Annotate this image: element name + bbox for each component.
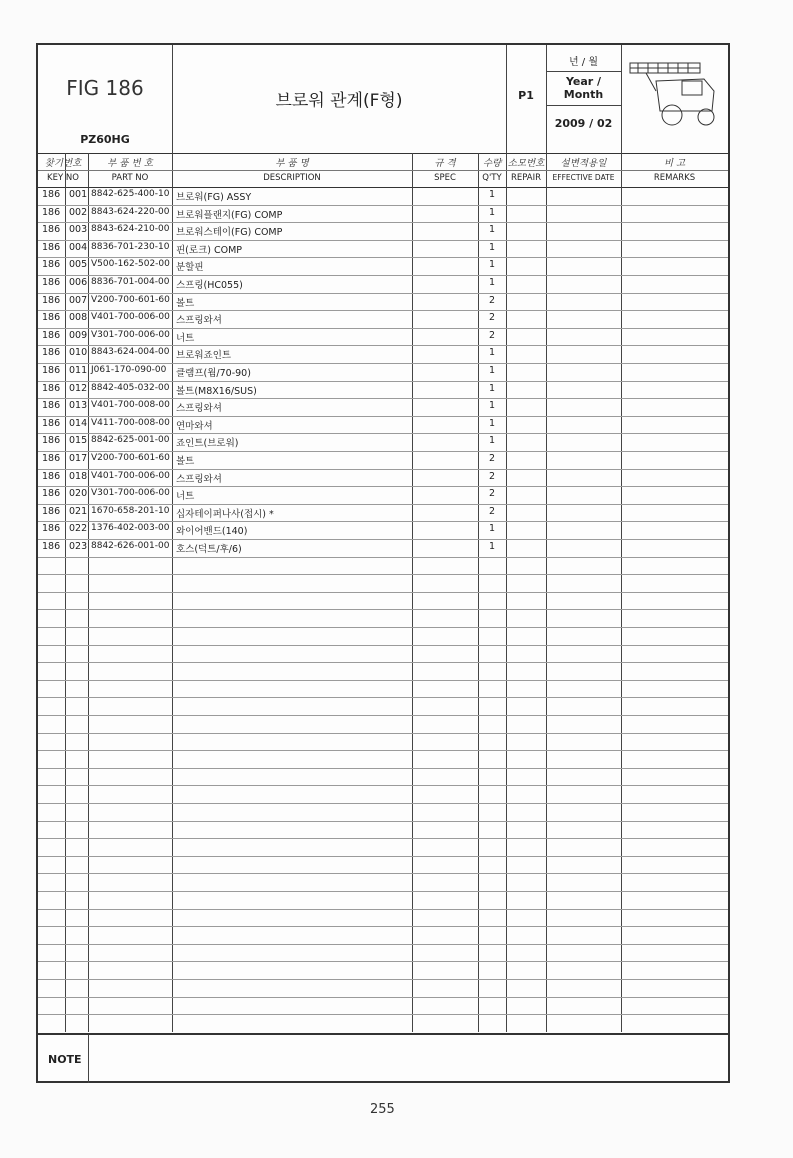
fig-no-cell: 186 (42, 259, 61, 271)
parts-list-sheet (36, 43, 730, 1083)
key-no-cell: 017 (69, 453, 88, 464)
description-cell: 죠인트(브로워) (176, 438, 239, 450)
fig-no-cell: 186 (42, 400, 61, 412)
fig-no-cell: 186 (42, 453, 61, 464)
part-no-cell: 8842-625-001-00 (91, 435, 170, 446)
quantity-cell: 2 (489, 294, 496, 306)
part-no-cell: 1376-402-003-00 (91, 523, 170, 534)
table-row (38, 205, 728, 224)
part-no-cell: V500-162-502-00 (91, 259, 170, 270)
table-row (38, 345, 728, 364)
desc-header-en: DESCRIPTION (263, 173, 321, 183)
quantity-cell: 1 (489, 541, 496, 552)
description-cell: 브로워스테이(FG) COMP (176, 227, 283, 239)
table-row (38, 222, 728, 241)
fig-no-cell: 186 (42, 206, 61, 218)
page-title: 브로워 관계(F형) (275, 90, 403, 111)
table-row (38, 469, 728, 488)
table-row (38, 187, 728, 206)
description-cell: 브로워죠인트 (176, 350, 232, 362)
quantity-cell: 1 (489, 400, 496, 412)
quantity-cell: 1 (489, 382, 496, 394)
table-row (38, 416, 728, 435)
repair-header-ko: 소모번호 (507, 158, 545, 169)
key-no-cell: 013 (69, 400, 88, 412)
remarks-header-en: REMARKS (653, 173, 696, 183)
fig-no-cell: 186 (42, 329, 61, 341)
table-row (38, 574, 728, 593)
table-row (38, 961, 728, 980)
table-row (38, 944, 728, 963)
table-row (38, 592, 728, 611)
table-row (38, 926, 728, 945)
description-cell: 너트 (176, 491, 195, 503)
description-cell: 호스(덕트/후/6) (176, 544, 242, 555)
parts-table-body (38, 187, 728, 1032)
key-header-ko: 찾기번호 (44, 158, 82, 169)
part-no-cell: V411-700-008-00 (91, 417, 170, 428)
part-no-cell: 8843-624-004-00 (91, 347, 170, 358)
key-no-cell: 002 (69, 206, 88, 218)
key-no-cell: 021 (69, 505, 88, 517)
quantity-cell: 1 (489, 206, 496, 218)
model-name: PZ60HG (80, 132, 130, 146)
table-row (38, 521, 728, 540)
key-no-cell: 015 (69, 435, 88, 447)
key-no-cell: 003 (69, 224, 88, 236)
quantity-cell: 1 (489, 365, 496, 376)
fig-no-cell: 186 (42, 241, 61, 253)
table-row (38, 909, 728, 928)
key-no-cell: 001 (69, 189, 88, 200)
table-row (38, 328, 728, 347)
table-row (38, 451, 728, 470)
quantity-cell: 1 (489, 259, 496, 271)
fig-no-cell: 186 (42, 417, 61, 429)
issue-date: 2009 / 02 (554, 116, 613, 130)
table-row (38, 697, 728, 716)
qty-header-en: Q'TY (482, 173, 502, 183)
page-code: P1 (518, 88, 534, 102)
key-header-en: KEY NO (47, 173, 79, 183)
part-no-cell: V301-700-006-00 (91, 488, 170, 499)
description-cell: 십자테이퍼나사(접시) * (176, 508, 274, 520)
table-row (38, 821, 728, 840)
quantity-cell: 2 (489, 488, 496, 500)
key-no-cell: 011 (69, 365, 88, 376)
quantity-cell: 1 (489, 417, 496, 429)
effective-header-en: EFFECTIVE DATE (552, 173, 615, 182)
fig-no-cell: 186 (42, 488, 61, 500)
quantity-cell: 1 (489, 523, 496, 535)
key-no-cell: 012 (69, 382, 88, 394)
part-no-cell: 8836-701-004-00 (91, 277, 170, 287)
part-no-cell: 8842-626-001-00 (91, 541, 170, 551)
fig-no-cell: 186 (42, 541, 61, 552)
table-row (38, 803, 728, 822)
fig-no-cell: 186 (42, 523, 61, 535)
key-no-cell: 004 (69, 241, 88, 253)
fig-no-cell: 186 (42, 382, 61, 394)
description-cell: 와이어밴드(140) (176, 526, 248, 538)
key-no-cell: 023 (69, 541, 88, 552)
table-row (38, 486, 728, 505)
key-no-cell: 008 (69, 312, 88, 324)
key-no-cell: 014 (69, 417, 88, 429)
page-number: 255 (370, 1102, 395, 1117)
table-row (38, 310, 728, 329)
part-no-cell: V401-700-006-00 (91, 470, 170, 481)
spec-header-ko: 규 격 (434, 158, 456, 169)
description-cell: 스프링와셔 (176, 315, 222, 327)
key-no-cell: 010 (69, 347, 88, 359)
part-no-cell: V301-700-006-00 (91, 329, 170, 340)
part-no-cell: 8842-405-032-00 (91, 382, 170, 393)
description-cell: 브로워(FG) ASSY (176, 192, 252, 203)
fig-number: FIG 186 (66, 76, 144, 100)
part-no-cell: J061-170-090-00 (91, 365, 167, 375)
desc-header-ko: 부 품 명 (275, 158, 309, 169)
table-row (38, 768, 728, 787)
fig-no-cell: 186 (42, 347, 61, 359)
key-no-cell: 005 (69, 259, 88, 271)
table-row (38, 750, 728, 769)
quantity-cell: 1 (489, 189, 496, 200)
table-row (38, 838, 728, 857)
table-row (38, 275, 728, 294)
key-no-cell: 007 (69, 294, 88, 306)
quantity-cell: 2 (489, 505, 496, 517)
year-month-en: Year / Month (563, 75, 604, 101)
description-cell: 볼트 (176, 297, 195, 309)
rice-transplanter-icon (626, 51, 722, 131)
table-row (38, 363, 728, 382)
quantity-cell: 2 (489, 329, 496, 341)
table-row (38, 873, 728, 892)
year-month-ko: 년 / 월 (568, 56, 599, 68)
effective-header-ko: 설변적용일 (560, 158, 607, 169)
table-row (38, 785, 728, 804)
part-header-ko: 부 품 번 호 (107, 158, 153, 169)
note-section (38, 1033, 728, 1083)
quantity-cell: 1 (489, 347, 496, 359)
qty-header-ko: 수량 (482, 158, 502, 169)
part-header-en: PART NO (111, 173, 149, 183)
quantity-cell: 1 (489, 241, 496, 253)
part-no-cell: V401-700-006-00 (91, 312, 170, 323)
table-row (38, 645, 728, 664)
fig-no-cell: 186 (42, 277, 61, 288)
fig-no-cell: 186 (42, 294, 61, 306)
table-row (38, 557, 728, 576)
description-cell: 스프링와셔 (176, 473, 222, 485)
fig-no-cell: 186 (42, 312, 61, 324)
fig-no-cell: 186 (42, 470, 61, 482)
description-cell: 너트 (176, 332, 195, 344)
fig-no-cell: 186 (42, 505, 61, 517)
spec-header-en: SPEC (434, 173, 456, 183)
description-cell: 분할핀 (176, 262, 204, 274)
fig-no-cell: 186 (42, 224, 61, 236)
fig-no-cell: 186 (42, 435, 61, 447)
part-no-cell: 8836-701-230-10 (91, 241, 170, 252)
table-row (38, 293, 728, 312)
description-cell: 볼트 (176, 456, 195, 467)
table-row (38, 504, 728, 523)
fig-no-cell: 186 (42, 189, 61, 200)
note-label: NOTE (48, 1053, 82, 1066)
table-row (38, 240, 728, 259)
table-row (38, 539, 728, 558)
table-row (38, 715, 728, 734)
table-row (38, 433, 728, 452)
description-cell: 핀(로크) COMP (176, 244, 242, 256)
table-row (38, 662, 728, 681)
fig-no-cell: 186 (42, 365, 61, 376)
quantity-cell: 1 (489, 224, 496, 236)
part-no-cell: 8843-624-220-00 (91, 206, 170, 217)
key-no-cell: 009 (69, 329, 88, 341)
part-no-cell: 8842-625-400-10 (91, 189, 170, 199)
table-row (38, 1014, 728, 1032)
table-row (38, 257, 728, 276)
table-row (38, 979, 728, 998)
key-no-cell: 018 (69, 470, 88, 482)
table-row (38, 680, 728, 699)
part-no-cell: 8843-624-210-00 (91, 224, 170, 235)
key-no-cell: 006 (69, 277, 88, 288)
description-cell: 연마와셔 (176, 420, 213, 432)
table-row (38, 891, 728, 910)
table-row (38, 398, 728, 417)
table-row (38, 609, 728, 628)
quantity-cell: 1 (489, 277, 496, 288)
quantity-cell: 1 (489, 435, 496, 447)
column-headers (38, 153, 728, 188)
part-no-cell: 1670-658-201-10 (91, 505, 170, 516)
description-cell: 스프링(HC055) (176, 280, 243, 291)
sheet-header (38, 45, 728, 154)
table-row (38, 381, 728, 400)
quantity-cell: 2 (489, 312, 496, 324)
quantity-cell: 2 (489, 453, 496, 464)
remarks-header-ko: 비 고 (663, 158, 686, 169)
description-cell: 클램프(웜/70-90) (176, 368, 251, 379)
part-no-cell: V200-700-601-60 (91, 294, 170, 305)
description-cell: 볼트(M8X16/SUS) (176, 385, 257, 397)
table-row (38, 997, 728, 1016)
repair-header-en: REPAIR (510, 173, 542, 183)
table-row (38, 627, 728, 646)
quantity-cell: 2 (489, 470, 496, 482)
part-no-cell: V200-700-601-60 (91, 453, 170, 463)
key-no-cell: 020 (69, 488, 88, 500)
table-row (38, 856, 728, 875)
table-row (38, 733, 728, 752)
description-cell: 스프링와셔 (176, 403, 222, 415)
key-no-cell: 022 (69, 523, 88, 535)
part-no-cell: V401-700-008-00 (91, 400, 170, 411)
description-cell: 브로워플랜지(FG) COMP (176, 209, 283, 221)
